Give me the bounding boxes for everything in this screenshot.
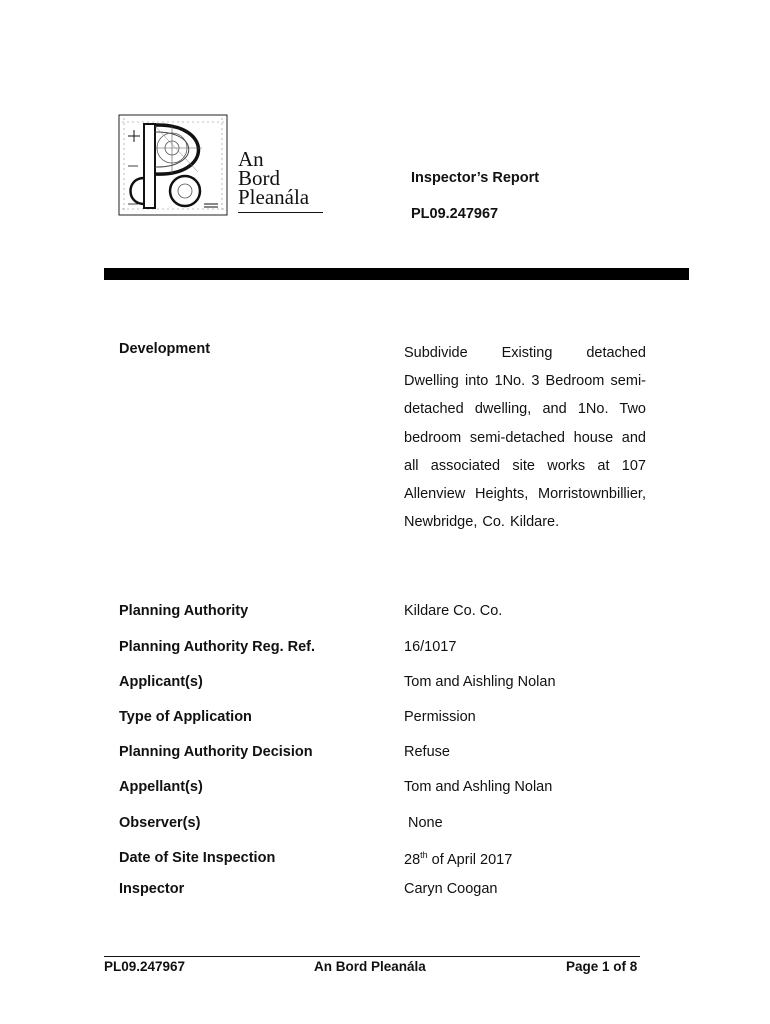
observers-value: None <box>408 815 443 831</box>
footer-page-number: Page 1 of 8 <box>566 959 638 974</box>
inspection-date-suffix: th <box>420 850 428 860</box>
report-title: Inspector’s Report <box>411 170 540 186</box>
footer-organisation: An Bord Pleanála <box>314 959 426 974</box>
logo-line-bord: Bord <box>238 166 280 190</box>
logo-line-an: An <box>238 147 264 171</box>
decision-label: Planning Authority Decision <box>119 744 313 760</box>
inspector-value: Caryn Coogan <box>404 881 498 897</box>
planning-authority-value: Kildare Co. Co. <box>404 603 503 619</box>
applicants-value: Tom and Aishling Nolan <box>404 674 556 690</box>
application-type-label: Type of Application <box>119 709 252 725</box>
appellants-label: Appellant(s) <box>119 779 203 795</box>
logo-line-pleanala: Pleanála <box>238 185 310 209</box>
observers-label: Observer(s) <box>119 815 201 831</box>
inspection-date-value <box>404 850 512 868</box>
logo-underline <box>238 212 323 213</box>
report-reference: PL09.247967 <box>411 206 499 222</box>
appellants-value: Tom and Ashling Nolan <box>404 779 553 795</box>
development-label: Development <box>119 341 211 357</box>
decision-value: Refuse <box>404 744 450 760</box>
inspection-date-rest: of April 2017 <box>427 851 513 868</box>
planning-authority-label: Planning Authority <box>119 603 249 619</box>
inspection-date-label: Date of Site Inspection <box>119 850 276 866</box>
inspector-label: Inspector <box>119 881 185 897</box>
header-divider <box>104 268 689 280</box>
reg-ref-value: 16/1017 <box>404 639 457 655</box>
reg-ref-label: Planning Authority Reg. Ref. <box>119 639 316 655</box>
footer-divider <box>104 956 640 957</box>
logo-wordmark <box>238 147 310 209</box>
an-bord-pleanala-logo-icon <box>118 114 228 216</box>
application-type-value: Permission <box>404 709 476 725</box>
inspection-date-day: 28 <box>404 851 421 868</box>
applicants-label: Applicant(s) <box>119 674 203 690</box>
footer-reference: PL09.247967 <box>104 959 186 974</box>
development-value: Subdivide Existing detached Dwelling into 1No. 3 Bedroom semi-detached dwelling, and 1No. Two bedroom semi-detached house and all associated site works at 107 Allenview Heights, Morristownbillier, Newbridge, Co. Kildare. <box>404 345 646 531</box>
